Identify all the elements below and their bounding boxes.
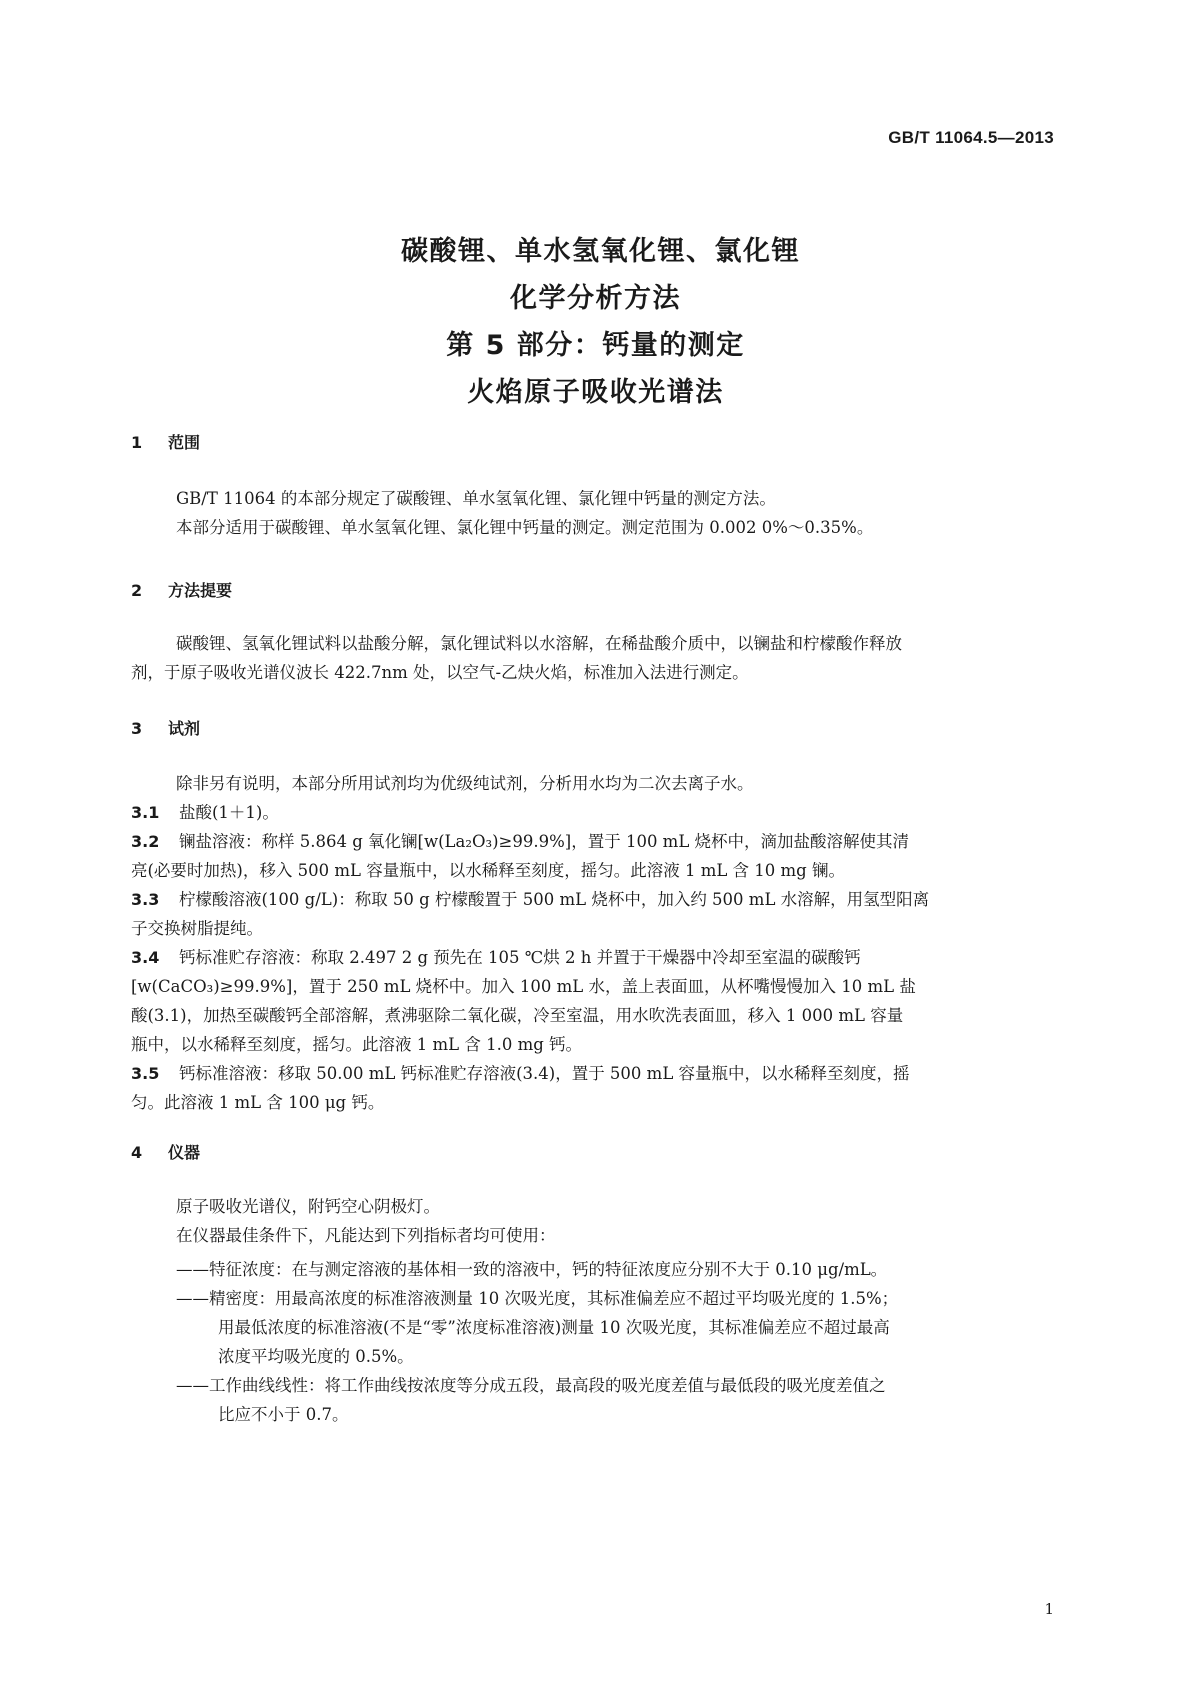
- clause-3-3: [131, 885, 1061, 914]
- clause-3-1: [131, 798, 1061, 827]
- dash-item-text: ——特征浓度：在与测定溶液的基体相一致的溶液中，钙的特征浓度应分别不大于 0.10 μg/mL。: [176, 1260, 888, 1279]
- clause-text: 镧盐溶液：称样 5.864 g 氧化镧[w(La₂O₃)≥99.9%]，置于 100 mL 烧杯中，滴加盐酸溶解使其清: [179, 832, 910, 851]
- clause-3-2: [131, 827, 1061, 856]
- clause-text: 盐酸(1＋1)。: [179, 803, 279, 822]
- section-3-heading: [131, 716, 200, 739]
- clause-number: 3.1: [131, 803, 160, 822]
- title-line-1: 碳酸锂、单水氢氧化锂、氯化锂: [401, 236, 800, 267]
- clause-text-continued: 亮(必要时加热)，移入 500 mL 容量瓶中，以水稀释至刻度，摇匀。此溶液 1 mL 含 10 mg 镧。: [131, 861, 845, 880]
- clause-text-continued: 酸(3.1)，加热至碳酸钙全部溶解，煮沸驱除二氧化碳，冷至室温，用水吹洗表面皿，移入 1 000 mL 容量: [131, 1006, 904, 1025]
- clause-number: 3.2: [131, 832, 160, 851]
- paragraph: 在仪器最佳条件下，凡能达到下列指标者均可使用：: [176, 1226, 556, 1245]
- section-title: 方法提要: [168, 581, 233, 600]
- dash-item-linearity: [176, 1371, 1061, 1429]
- title-line-2: 化学分析方法: [510, 283, 681, 314]
- section-1-body: [131, 484, 1061, 542]
- paragraph: GB/T 11064 的本部分规定了碳酸锂、单水氢氧化锂、氯化锂中钙量的测定方法。: [176, 489, 776, 508]
- page-number: 1: [1044, 1600, 1054, 1618]
- clause-3-4: [131, 943, 1061, 972]
- dash-item-text-continued: 浓度平均吸光度的 0.5%。: [218, 1347, 414, 1366]
- clause-text-continued: 瓶中，以水稀释至刻度，摇匀。此溶液 1 mL 含 1.0 mg 钙。: [131, 1035, 583, 1054]
- standard-code: GB/T 11064.5—2013: [888, 128, 1054, 147]
- document-title: [0, 228, 1191, 416]
- clause-text: 钙标准溶液：移取 50.00 mL 钙标准贮存溶液(3.4)，置于 500 mL 容量瓶中，以水稀释至刻度，摇: [179, 1064, 910, 1083]
- title-line-3: 第 5 部分：钙量的测定: [446, 330, 745, 361]
- dash-item-text: ——工作曲线线性：将工作曲线按浓度等分成五段，最高段的吸光度差值与最低段的吸光度差值之: [176, 1376, 886, 1395]
- title-line-4: 火焰原子吸收光谱法: [467, 377, 724, 408]
- section-title: 试剂: [168, 719, 201, 738]
- dash-item-text-continued: 比应不小于 0.7。: [218, 1405, 349, 1424]
- section-title: 仪器: [168, 1143, 201, 1162]
- section-title: 范围: [168, 433, 201, 452]
- dash-item-text-continued: 用最低浓度的标准溶液(不是“零”浓度标准溶液)测量 10 次吸光度，其标准偏差应不超过最高: [218, 1318, 890, 1337]
- paragraph-line: 剂，于原子吸收光谱仪波长 422.7nm 处，以空气-乙炔火焰，标准加入法进行测定。: [131, 663, 749, 682]
- section-2-body: [131, 629, 1061, 687]
- section-number: 4: [131, 1143, 143, 1162]
- section-1-heading: [131, 430, 200, 453]
- dash-item-characteristic-concentration: [176, 1255, 1061, 1284]
- section-4-body: [131, 1192, 1061, 1250]
- clause-number: 3.3: [131, 890, 160, 909]
- section-3-body: [131, 769, 1061, 1117]
- clause-3-5: [131, 1059, 1061, 1088]
- section-number: 2: [131, 581, 143, 600]
- clause-text-continued: 子交换树脂提纯。: [131, 919, 263, 938]
- dash-item-precision: [176, 1284, 1061, 1371]
- clause-text: 柠檬酸溶液(100 g/L)：称取 50 g 柠檬酸置于 500 mL 烧杯中，加入约 500 mL 水溶解，用氢型阳离: [179, 890, 930, 909]
- paragraph: 原子吸收光谱仪，附钙空心阴极灯。: [176, 1197, 440, 1216]
- clause-number: 3.5: [131, 1064, 160, 1083]
- clause-text-continued: [w(CaCO₃)≥99.9%]，置于 250 mL 烧杯中。加入 100 mL 水，盖上表面皿，从杯嘴慢慢加入 10 mL 盐: [131, 977, 916, 996]
- section-number: 3: [131, 719, 143, 738]
- clause-text: 钙标准贮存溶液：称取 2.497 2 g 预先在 105 ℃烘 2 h 并置于干燥器中冷却至室温的碳酸钙: [179, 948, 861, 967]
- section-2-heading: [131, 578, 232, 601]
- clause-number: 3.4: [131, 948, 160, 967]
- section-number: 1: [131, 433, 143, 452]
- section-4-heading: [131, 1140, 200, 1163]
- clause-text-continued: 匀。此溶液 1 mL 含 100 μg 钙。: [131, 1093, 385, 1112]
- paragraph: 除非另有说明，本部分所用试剂均为优级纯试剂，分析用水均为二次去离子水。: [176, 774, 754, 793]
- paragraph-line: 碳酸锂、氢氧化锂试料以盐酸分解，氯化锂试料以水溶解，在稀盐酸介质中，以镧盐和柠檬酸作释放: [176, 634, 902, 653]
- paragraph: 本部分适用于碳酸锂、单水氢氧化锂、氯化锂中钙量的测定。测定范围为 0.002 0%～0.35%。: [176, 518, 874, 537]
- dash-item-text: ——精密度：用最高浓度的标准溶液测量 10 次吸光度，其标准偏差应不超过平均吸光度的 1.5%；: [176, 1289, 899, 1308]
